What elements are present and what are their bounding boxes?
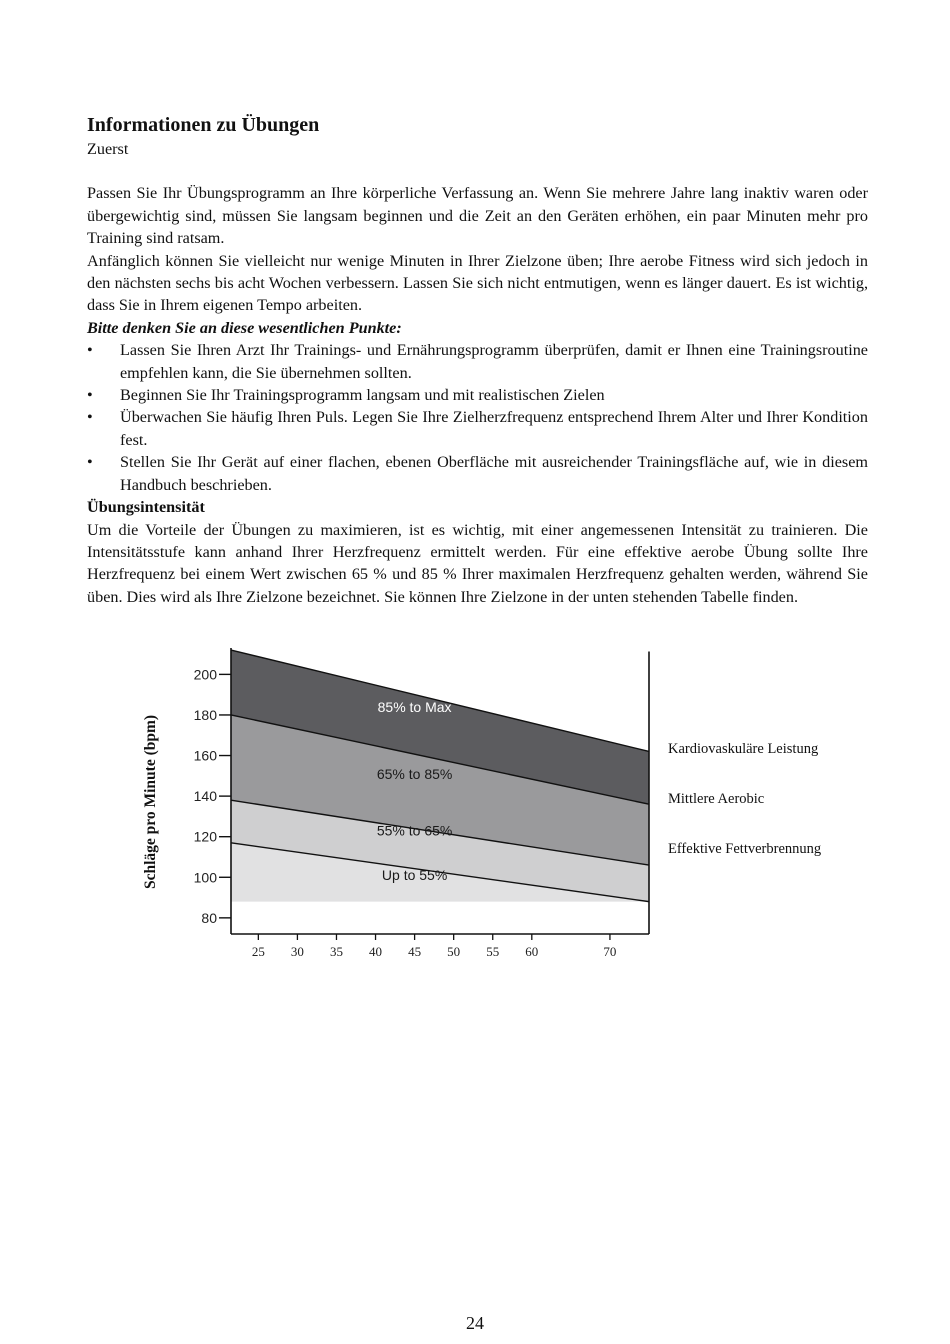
- bullet-list: [87, 339, 868, 496]
- y-tick-label: 140: [193, 788, 217, 805]
- points-heading: Bitte denken Sie an diese wesentlichen Punkte:: [87, 318, 402, 337]
- page-content: [87, 112, 868, 608]
- band-label-1: 85% to Max: [377, 698, 452, 715]
- band-label-4: Up to 55%: [381, 867, 448, 884]
- y-tick-label: 180: [193, 706, 217, 723]
- x-tick-label: 35: [329, 944, 343, 959]
- y-tick-label: 100: [193, 869, 217, 886]
- y-tick-label: 120: [193, 828, 217, 845]
- bullet-marker: •: [87, 341, 93, 360]
- paragraph-2: Anfänglich können Sie vielleicht nur wenige Minuten in Ihrer Zielzone üben; Ihre aerobe Fitness wird sich jedoch in den nächsten sechs bis acht Wochen verbessern. Lassen Sie sich nicht entmutigen, wenn es länger dauert. Es ist wichtig, dass Sie in Ihrem eigenen Tempo arbeiten.: [87, 251, 868, 315]
- bullet-item: [87, 384, 868, 406]
- page-number: 24: [466, 1313, 484, 1333]
- bullet-item: [87, 406, 868, 451]
- bullet-item: [87, 451, 868, 496]
- x-tick-label: 25: [251, 944, 265, 959]
- zone-label-aerobic: Mittlere Aerobic: [668, 791, 765, 807]
- zone-label-fat: Effektive Fettverbrennung: [668, 841, 822, 857]
- y-axis-label: Schläge pro Minute (bpm): [142, 714, 159, 890]
- x-tick-label: 45: [408, 944, 422, 959]
- x-tick-label: 30: [290, 944, 304, 959]
- heart-rate-chart-svg: [135, 640, 665, 970]
- x-tick-label: 40: [369, 944, 383, 959]
- paragraph-1: Passen Sie Ihr Übungsprogramm an Ihre körperliche Verfassung an. Wenn Sie mehrere Jahre lang inaktiv waren oder übergewichtig sind, müssen Sie langsam beginnen und die Zeit an den Geräten erhöhen, ein paar Minuten mehr pro Training sind ratsam.: [87, 184, 868, 248]
- x-tick-label: 55: [486, 944, 500, 959]
- bullet-marker: •: [87, 408, 93, 427]
- y-tick-label: 200: [193, 666, 217, 683]
- x-tick-label: 70: [603, 944, 617, 959]
- page-title: Informationen zu Übungen: [87, 114, 320, 136]
- bullet-marker: •: [87, 386, 93, 405]
- bullet-item: [87, 339, 868, 384]
- band-label-3: 55% to 65%: [376, 822, 453, 839]
- x-tick-label: 60: [525, 944, 539, 959]
- subheading: Zuerst: [87, 140, 129, 158]
- y-tick-label: 160: [193, 747, 217, 764]
- zone-label-cardio: Kardiovaskuläre Leistung: [668, 741, 819, 757]
- bullet-text: Lassen Sie Ihren Arzt Ihr Trainings- und Ernährungsprogramm überprüfen, damit er Ihnen eine Trainingsroutine empfehlen kann, die Sie übernehmen sollten.: [120, 341, 868, 382]
- y-tick-label: 80: [201, 909, 217, 926]
- x-tick-label: 50: [447, 944, 461, 959]
- bullet-marker: •: [87, 453, 93, 472]
- bullet-text: Beginnen Sie Ihr Trainingsprogramm langsam und mit realistischen Zielen: [120, 386, 605, 405]
- bullet-text: Überwachen Sie häufig Ihren Puls. Legen Sie Ihre Zielherzfrequenz entsprechend Ihrem Alter und Ihrer Kondition fest.: [120, 408, 868, 449]
- intensity-paragraph: Um die Vorteile der Übungen zu maximieren, ist es wichtig, mit einer angemessenen Intensität zu trainieren. Die Intensitätsstufe kann anhand Ihrer Herzfrequenz ermittelt werden. Für eine effektive aerobe Übung sollte Ihre Herzfrequenz bei einem Wert zwischen 65 % und 85 % Ihrer maximalen Herzfrequenz gehalten werden, während Sie üben. Dies wird als Ihre Zielzone bezeichnet. Sie können Ihre Zielzone in der unten stehenden Tabelle finden.: [87, 520, 868, 606]
- bullet-text: Stellen Sie Ihr Gerät auf einer flachen, ebenen Oberfläche mit ausreichender Trainingsfläche auf, wie in diesem Handbuch beschrieben.: [120, 453, 868, 494]
- intensity-heading: Übungsintensität: [87, 498, 205, 517]
- band-label-2: 65% to 85%: [376, 765, 453, 782]
